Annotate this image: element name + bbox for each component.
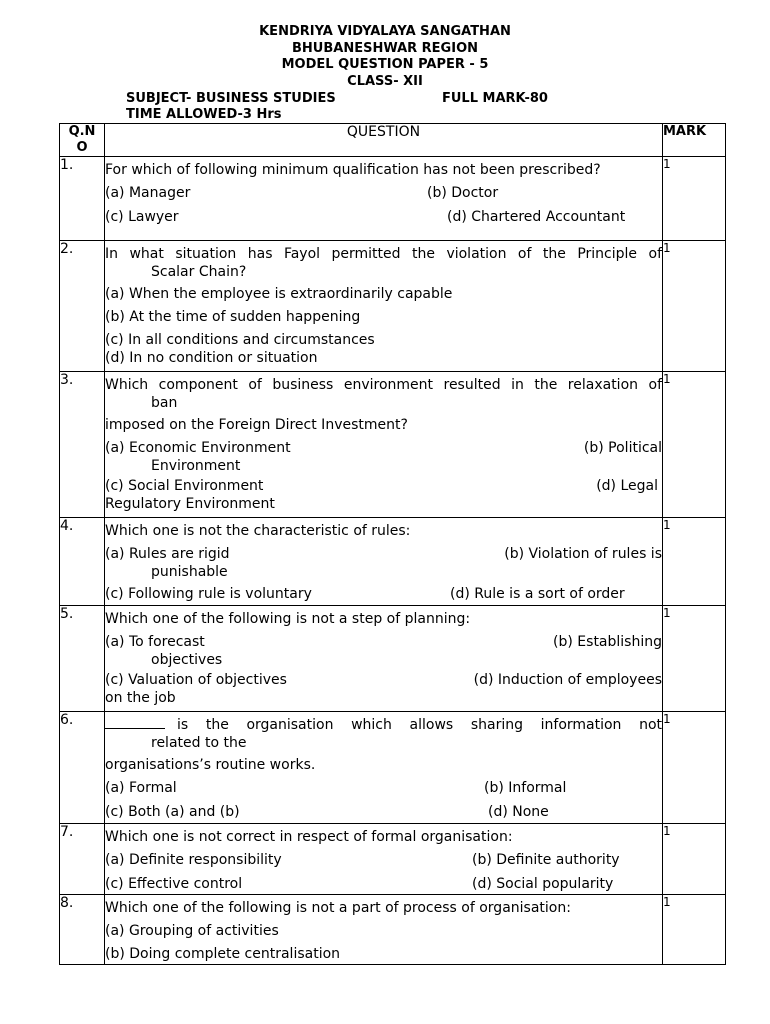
mark-header: MARK: [663, 124, 726, 157]
table-header-row: [60, 124, 726, 157]
full-mark-label: FULL MARK-80: [442, 91, 548, 106]
paper-title: MODEL QUESTION PAPER - 5: [281, 57, 489, 72]
class-label: CLASS- XII: [347, 74, 423, 89]
table-row: [60, 372, 726, 518]
table-row: [60, 895, 726, 965]
question-number: 1.: [60, 157, 105, 241]
question-cell: [105, 518, 663, 606]
question-text: Which one is not the characteristic of rules:: [105, 523, 411, 539]
question-text-cont: ban: [151, 395, 178, 411]
mark-value: 1: [663, 606, 726, 712]
option-a: (a) Definite responsibility: [105, 852, 282, 868]
question-text: is the organisation which allows sharing information not: [177, 717, 662, 733]
question-table: [59, 123, 726, 965]
question-text: For which of following minimum qualification has not been prescribed?: [105, 162, 601, 178]
option-d: (d) None: [488, 804, 549, 820]
option-b: (b) Informal: [484, 780, 567, 796]
option-a: (a) Grouping of activities: [105, 923, 279, 939]
mark-value: 1: [663, 895, 726, 965]
question-number: 2.: [60, 241, 105, 372]
question-text-cont: related to the: [151, 735, 247, 751]
option-c: (c) Following rule is voluntary: [105, 586, 312, 602]
question-text-cont2: imposed on the Foreign Direct Investment?: [105, 417, 408, 433]
option-c: (c) Effective control: [105, 876, 243, 892]
option-d-cont: on the job: [105, 690, 176, 706]
table-row: [60, 518, 726, 606]
option-a-cont: Environment: [151, 458, 241, 474]
option-b-cont: objectives: [151, 652, 223, 668]
question-text: Which one of the following is not a step of planning:: [105, 611, 471, 627]
option-b: (b) At the time of sudden happening: [105, 309, 361, 325]
option-b-cont: punishable: [151, 564, 228, 580]
fill-blank: [105, 716, 165, 729]
question-text-cont: Scalar Chain?: [151, 264, 247, 280]
question-cell: [105, 157, 663, 241]
question-cell: [105, 895, 663, 965]
question-text: Which one of the following is not a part of process of organisation:: [105, 900, 571, 916]
option-b: (b) Definite authority: [472, 852, 620, 868]
option-d: (d) Legal: [596, 478, 658, 494]
option-b: (b) Establishing: [553, 634, 662, 650]
option-b: (b) Political: [583, 440, 662, 456]
option-b: (b) Doctor: [427, 185, 499, 201]
question-text: Which one is not correct in respect of formal organisation:: [105, 829, 513, 845]
option-d: (d) Chartered Accountant: [447, 209, 626, 225]
option-c: (c) Valuation of objectives: [105, 672, 287, 688]
question-cell: [105, 824, 663, 895]
table-row: [60, 606, 726, 712]
option-b: (b) Doing complete centralisation: [105, 946, 341, 962]
question-number: 5.: [60, 606, 105, 712]
mark-value: 1: [663, 157, 726, 241]
option-d: (d) Social popularity: [472, 876, 614, 892]
option-a: (a) Formal: [105, 780, 177, 796]
option-d: (d) Rule is a sort of order: [450, 586, 625, 602]
question-number: 7.: [60, 824, 105, 895]
mark-value: 1: [663, 372, 726, 518]
question-number: 8.: [60, 895, 105, 965]
qno-header: Q.N O: [60, 124, 105, 157]
school-name: KENDRIYA VIDYALAYA SANGATHAN: [259, 24, 511, 39]
option-c: (c) Social Environment: [105, 478, 264, 494]
question-number: 3.: [60, 372, 105, 518]
mark-value: 1: [663, 241, 726, 372]
question-header: QUESTION: [105, 124, 663, 157]
option-c: (c) Lawyer: [105, 209, 179, 225]
question-text: Which component of business environment resulted in the relaxation of: [105, 377, 662, 393]
table-row: [60, 157, 726, 241]
question-cell: [105, 606, 663, 712]
mark-value: 1: [663, 712, 726, 824]
mark-value: 1: [663, 824, 726, 895]
question-cell: [105, 712, 663, 824]
option-b: (b) Violation of rules is: [504, 546, 662, 562]
table-row: [60, 241, 726, 372]
option-d-cont: Regulatory Environment: [105, 496, 275, 512]
question-number: 4.: [60, 518, 105, 606]
region-name: BHUBANESHWAR REGION: [292, 41, 478, 56]
option-a: (a) To forecast: [105, 634, 205, 650]
option-a: (a) When the employee is extraordinarily capable: [105, 286, 453, 302]
question-text: In what situation has Fayol permitted the violation of the Principle of: [105, 246, 662, 262]
table-row: [60, 824, 726, 895]
option-d: (d) Induction of employees: [473, 672, 662, 688]
table-row: [60, 712, 726, 824]
option-a: (a) Manager: [105, 185, 191, 201]
question-cell: [105, 241, 663, 372]
question-text-cont2: organisations’s routine works.: [105, 757, 316, 773]
option-a: (a) Rules are rigid: [105, 546, 230, 562]
option-c: (c) In all conditions and circumstances: [105, 332, 375, 348]
option-c: (c) Both (a) and (b): [105, 804, 240, 820]
subject-label: SUBJECT- BUSINESS STUDIES: [126, 91, 336, 106]
question-number: 6.: [60, 712, 105, 824]
time-label: TIME ALLOWED-3 Hrs: [126, 107, 282, 122]
option-a: (a) Economic Environment: [105, 440, 291, 456]
question-cell: [105, 372, 663, 518]
mark-value: 1: [663, 518, 726, 606]
option-d: (d) In no condition or situation: [105, 350, 318, 366]
